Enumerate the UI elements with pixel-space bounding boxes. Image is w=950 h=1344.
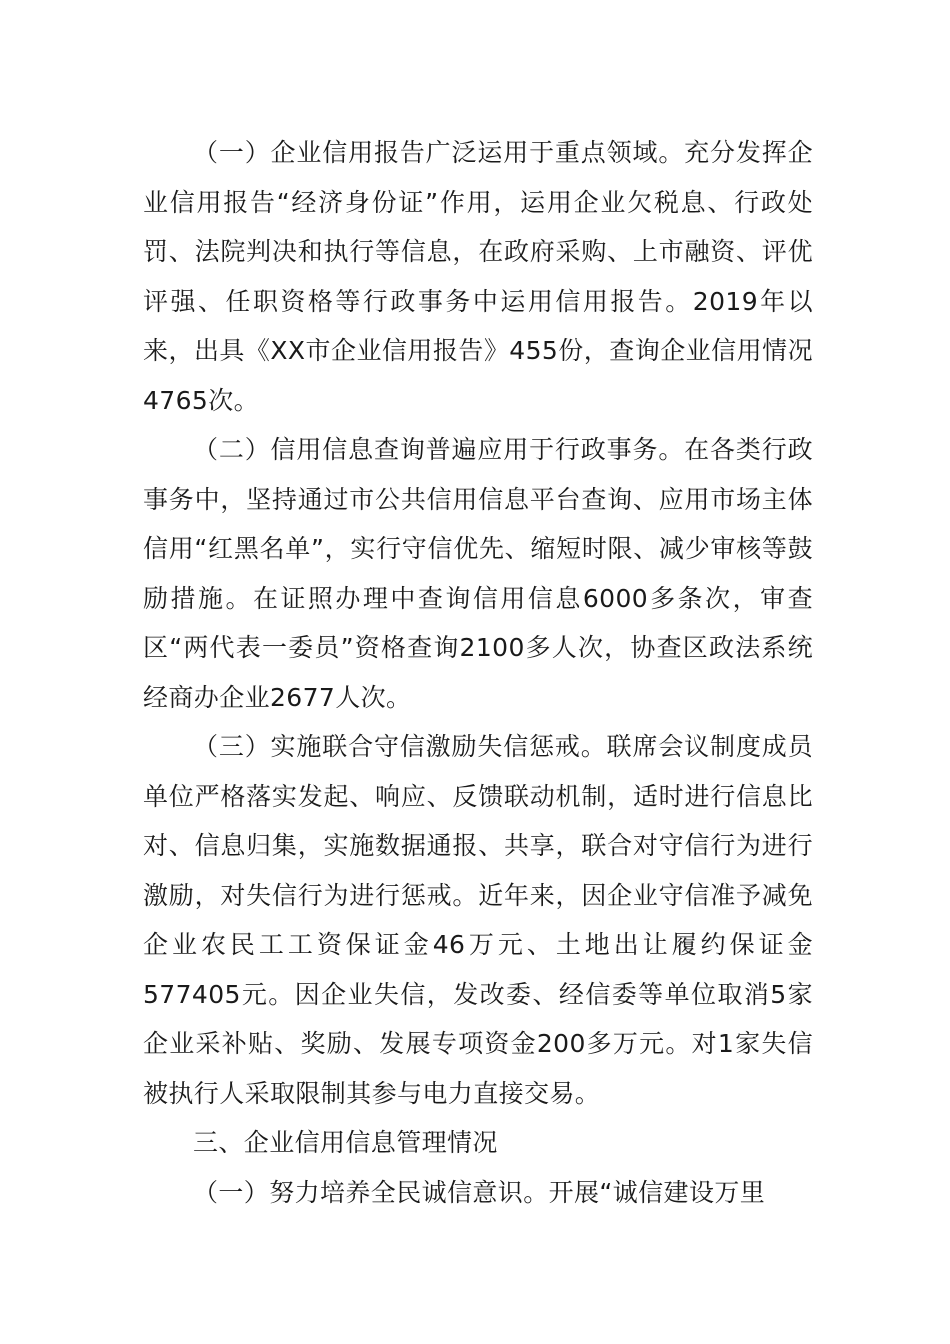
document-body: [143, 128, 813, 1217]
paragraph-credit-report-usage: （一）企业信用报告广泛运用于重点领域。充分发挥企业信用报告“经济身份证”作用，运用企业欠税息、行政处罚、法院判决和执行等信息，在政府采购、上市融资、评优评强、任职资格等行政事务中运用信用报告。2019年以来，出具《XX市企业信用报告》455份，查询企业信用情况4765次。: [143, 138, 813, 415]
paragraph-integrity-awareness: （一）努力培养全民诚信意识。开展“诚信建设万里: [193, 1177, 766, 1207]
paragraph-credit-info-query: （二）信用信息查询普遍应用于行政事务。在各类行政事务中，坚持通过市公共信用信息平台查询、应用市场主体信用“红黑名单”，实行守信优先、缩短时限、减少审核等鼓励措施。在证照办理中查询信用信息6000多条次，审查区“两代表一委员”资格查询2100多人次，协查区政法系统经商办企业2677人次。: [143, 435, 813, 712]
paragraph-joint-incentive-punishment: （三）实施联合守信激励失信惩戒。联席会议制度成员单位严格落实发起、响应、反馈联动机制，适时进行信息比对、信息归集，实施数据通报、共享，联合对守信行为进行激励，对失信行为进行惩戒。近年来，因企业守信准予减免企业农民工工资保证金46万元、土地出让履约保证金577405元。因企业失信，发改委、经信委等单位取消5家企业采补贴、奖励、发展专项资金200多万元。对1家失信被执行人采取限制其参与电力直接交易。: [143, 732, 813, 1108]
section-heading: 三、企业信用信息管理情况: [193, 1128, 498, 1157]
